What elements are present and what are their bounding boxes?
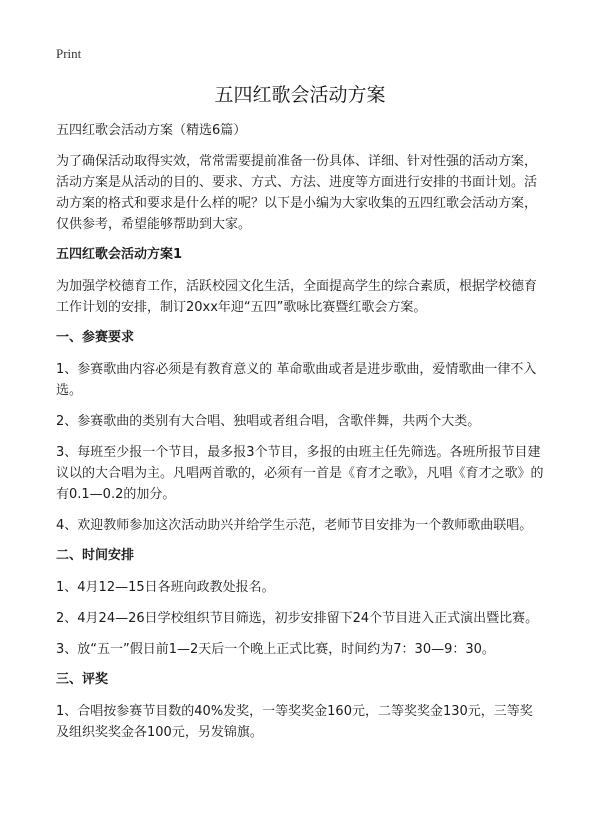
section-heading-awards: 三、评奖 (56, 672, 109, 687)
intro-paragraph: 为了确保活动取得实效，常常需要提前准备一份具体、详细、针对性强的活动方案，活动方案是从活动的目的、要求、方式、方法、进度等方面进行安排的书面计划。活动方案的格式和要求是什么样的呢？以下是小编为大家收集的五四红歌会活动方案，仅供参考，希望能够帮助到大家。 (56, 154, 538, 232)
plan-intro-paragraph: 为加强学校德育工作，活跃校园文化生活，全面提高学生的综合素质，根据学校德育工作计划的安排，制订20xx年迎“五四”歌咏比赛暨红歌会方案。 (56, 279, 538, 315)
schedule-item: 1、4月12—15日各班向政教处报名。 (56, 580, 275, 595)
requirement-item: 4、欢迎教师参加这次活动助兴并给学生示范，老师节目安排为一个教师歌曲联唱。 (56, 518, 533, 533)
document-subtitle: 五四红歌会活动方案（精选6篇） (56, 123, 247, 138)
requirement-item: 1、参赛歌曲内容必须是有教育意义的 革命歌曲或者是进步歌曲，爱情歌曲一律不入选。 (56, 362, 537, 398)
schedule-item: 3、放“五一”假日前1—2天后一个晚上正式比赛，时间约为7：30—9：30。 (56, 642, 495, 657)
document-body (56, 121, 544, 753)
schedule-item: 2、4月24—26日学校组织节目筛选，初步安排留下24个节目进入正式演出暨比赛。 (56, 611, 539, 626)
section-heading-requirements: 一、参赛要求 (56, 330, 135, 345)
requirement-item: 3、每班至少报一个节目，最多报3个节目，多报的由班主任先筛选。各班所报节目建议以的大合唱为主。凡唱两首歌的，必须有一首是《育才之歌》，凡唱《育才之歌》的有0.1—0.2的加分。 (56, 445, 544, 502)
print-link[interactable]: Print (56, 46, 82, 61)
plan-heading: 五四红歌会活动方案1 (56, 247, 183, 262)
page-title: 五四红歌会活动方案 (214, 84, 386, 106)
award-item: 1、合唱按参赛节目数的40%发奖，一等奖奖金160元，二等奖奖金130元，三等奖及组织奖奖金各100元，另发锦旗。 (56, 704, 533, 740)
requirement-item: 2、参赛歌曲的类别有大合唱、独唱或者组合唱，含歌伴舞，共两个大类。 (56, 414, 481, 429)
section-heading-schedule: 二、时间安排 (56, 548, 135, 563)
